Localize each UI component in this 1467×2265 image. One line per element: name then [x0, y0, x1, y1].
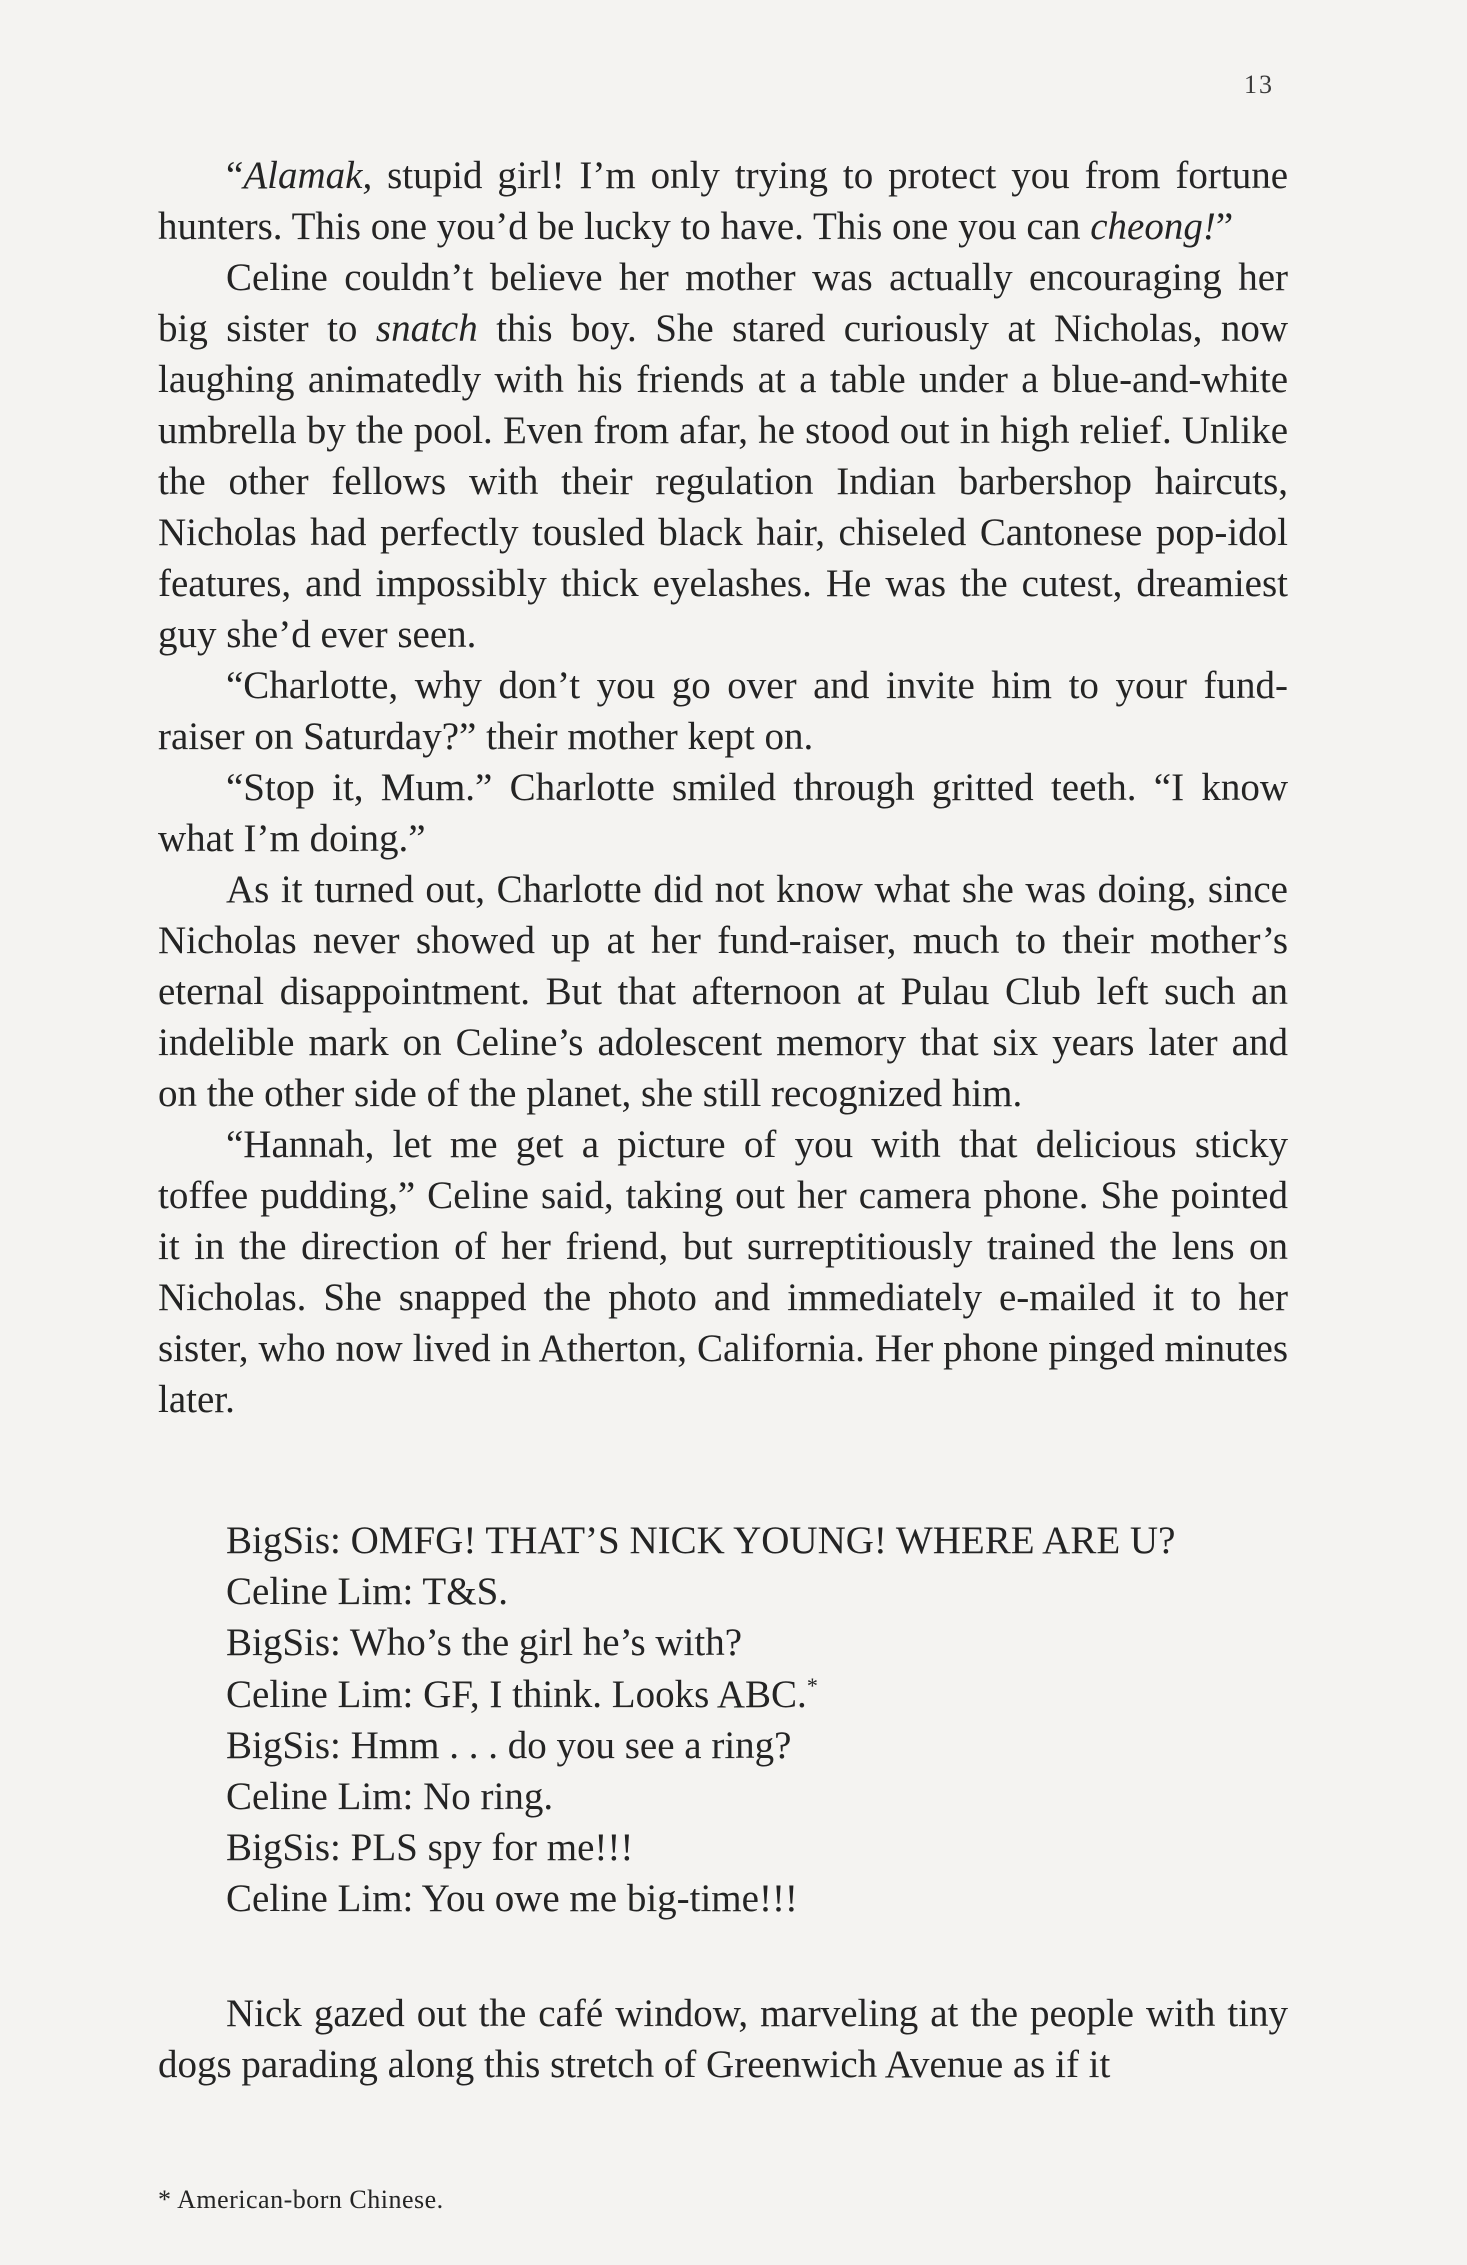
paragraph-nick-gazed: Nick gazed out the café window, marveling at the people with tiny dogs parading along this stretch of Greenwich Avenue as if it [158, 1992, 1288, 2086]
main-text-block [158, 150, 1288, 1425]
quote-close: ” [1215, 205, 1234, 248]
footnote: * American-born Chinese. [158, 2185, 444, 2214]
chat-line: BigSis: OMFG! THAT’S NICK YOUNG! WHERE ARE U? [226, 1519, 1176, 1562]
page-number: 13 [1244, 70, 1274, 99]
chat-line: Celine Lim: You owe me big-time!!! [226, 1877, 798, 1921]
paragraph-turned-out: As it turned out, Charlotte did not know what she was doing, since Nicholas never showed up at her fund-raiser, much to their mother’s eternal disappointment. But that afternoon at Pulau Club left such an indelible mark on Celine’s adolescent memory that six years later and on the other side of the planet, she still recognized him. [158, 868, 1288, 1115]
quote-open: “ [226, 154, 244, 197]
closing-text-block [158, 1988, 1288, 2090]
paragraph-celine-snatch [158, 252, 1288, 660]
paragraph-alamak [158, 150, 1288, 252]
chat-line-text: Celine Lim: GF, I think. Looks ABC. [226, 1672, 807, 1716]
italic-cheong: cheong! [1090, 205, 1216, 248]
italic-snatch: snatch [375, 307, 478, 350]
chat-line: Celine Lim: No ring. [226, 1775, 554, 1819]
chat-line: BigSis: PLS spy for me!!! [226, 1826, 634, 1870]
chat-line: BigSis: Hmm . . . do you see a ring? [226, 1723, 792, 1767]
chat-line: BigSis: Who’s the girl he’s with? [226, 1621, 743, 1665]
paragraph-text: Celine couldn’t believe her mother was actually encouraging her big sister to [158, 256, 1288, 350]
text-message-exchange [226, 1515, 1175, 1925]
footnote-marker: * [806, 1672, 818, 1698]
chat-line-with-footnote [226, 1669, 1175, 1720]
paragraph-stop-it: “Stop it, Mum.” Charlotte smiled through gritted teeth. “I know what I’m doing.” [158, 766, 1288, 860]
paragraph-text: this boy. She stared curiously at Nicholas, now laughing animatedly with his friends at a table under a blue-and-white umbrella by the pool. Even from afar, he stood out in high relief. Unlike the other fellows with their regulation Indian barbershop haircuts, Nicholas had perfectly tousled black hair, chiseled Cantonese pop-idol features, and impossibly thick eyelashes. He was the cutest, dreamiest guy she’d ever seen. [158, 307, 1288, 656]
paragraph-text: stupid girl! I’m only trying to protect you from fortune hunters. This one you’d be lucky to have. This one you can [158, 154, 1288, 248]
paragraph-hannah: “Hannah, let me get a picture of you with that delicious sticky toffee pudding,” Celine said, taking out her camera phone. She pointed it in the direction of her friend, but surreptitiously trained the lens on Nicholas. She snapped the photo and immediately e-mailed it to her sister, who now lived in Atherton, California. Her phone pinged minutes later. [158, 1123, 1288, 1421]
italic-alamak: Alamak, [243, 154, 373, 197]
chat-line: Celine Lim: T&S. [226, 1570, 509, 1614]
paragraph-invite: “Charlotte, why don’t you go over and invite him to your fund-raiser on Saturday?” their mother kept on. [158, 664, 1288, 758]
